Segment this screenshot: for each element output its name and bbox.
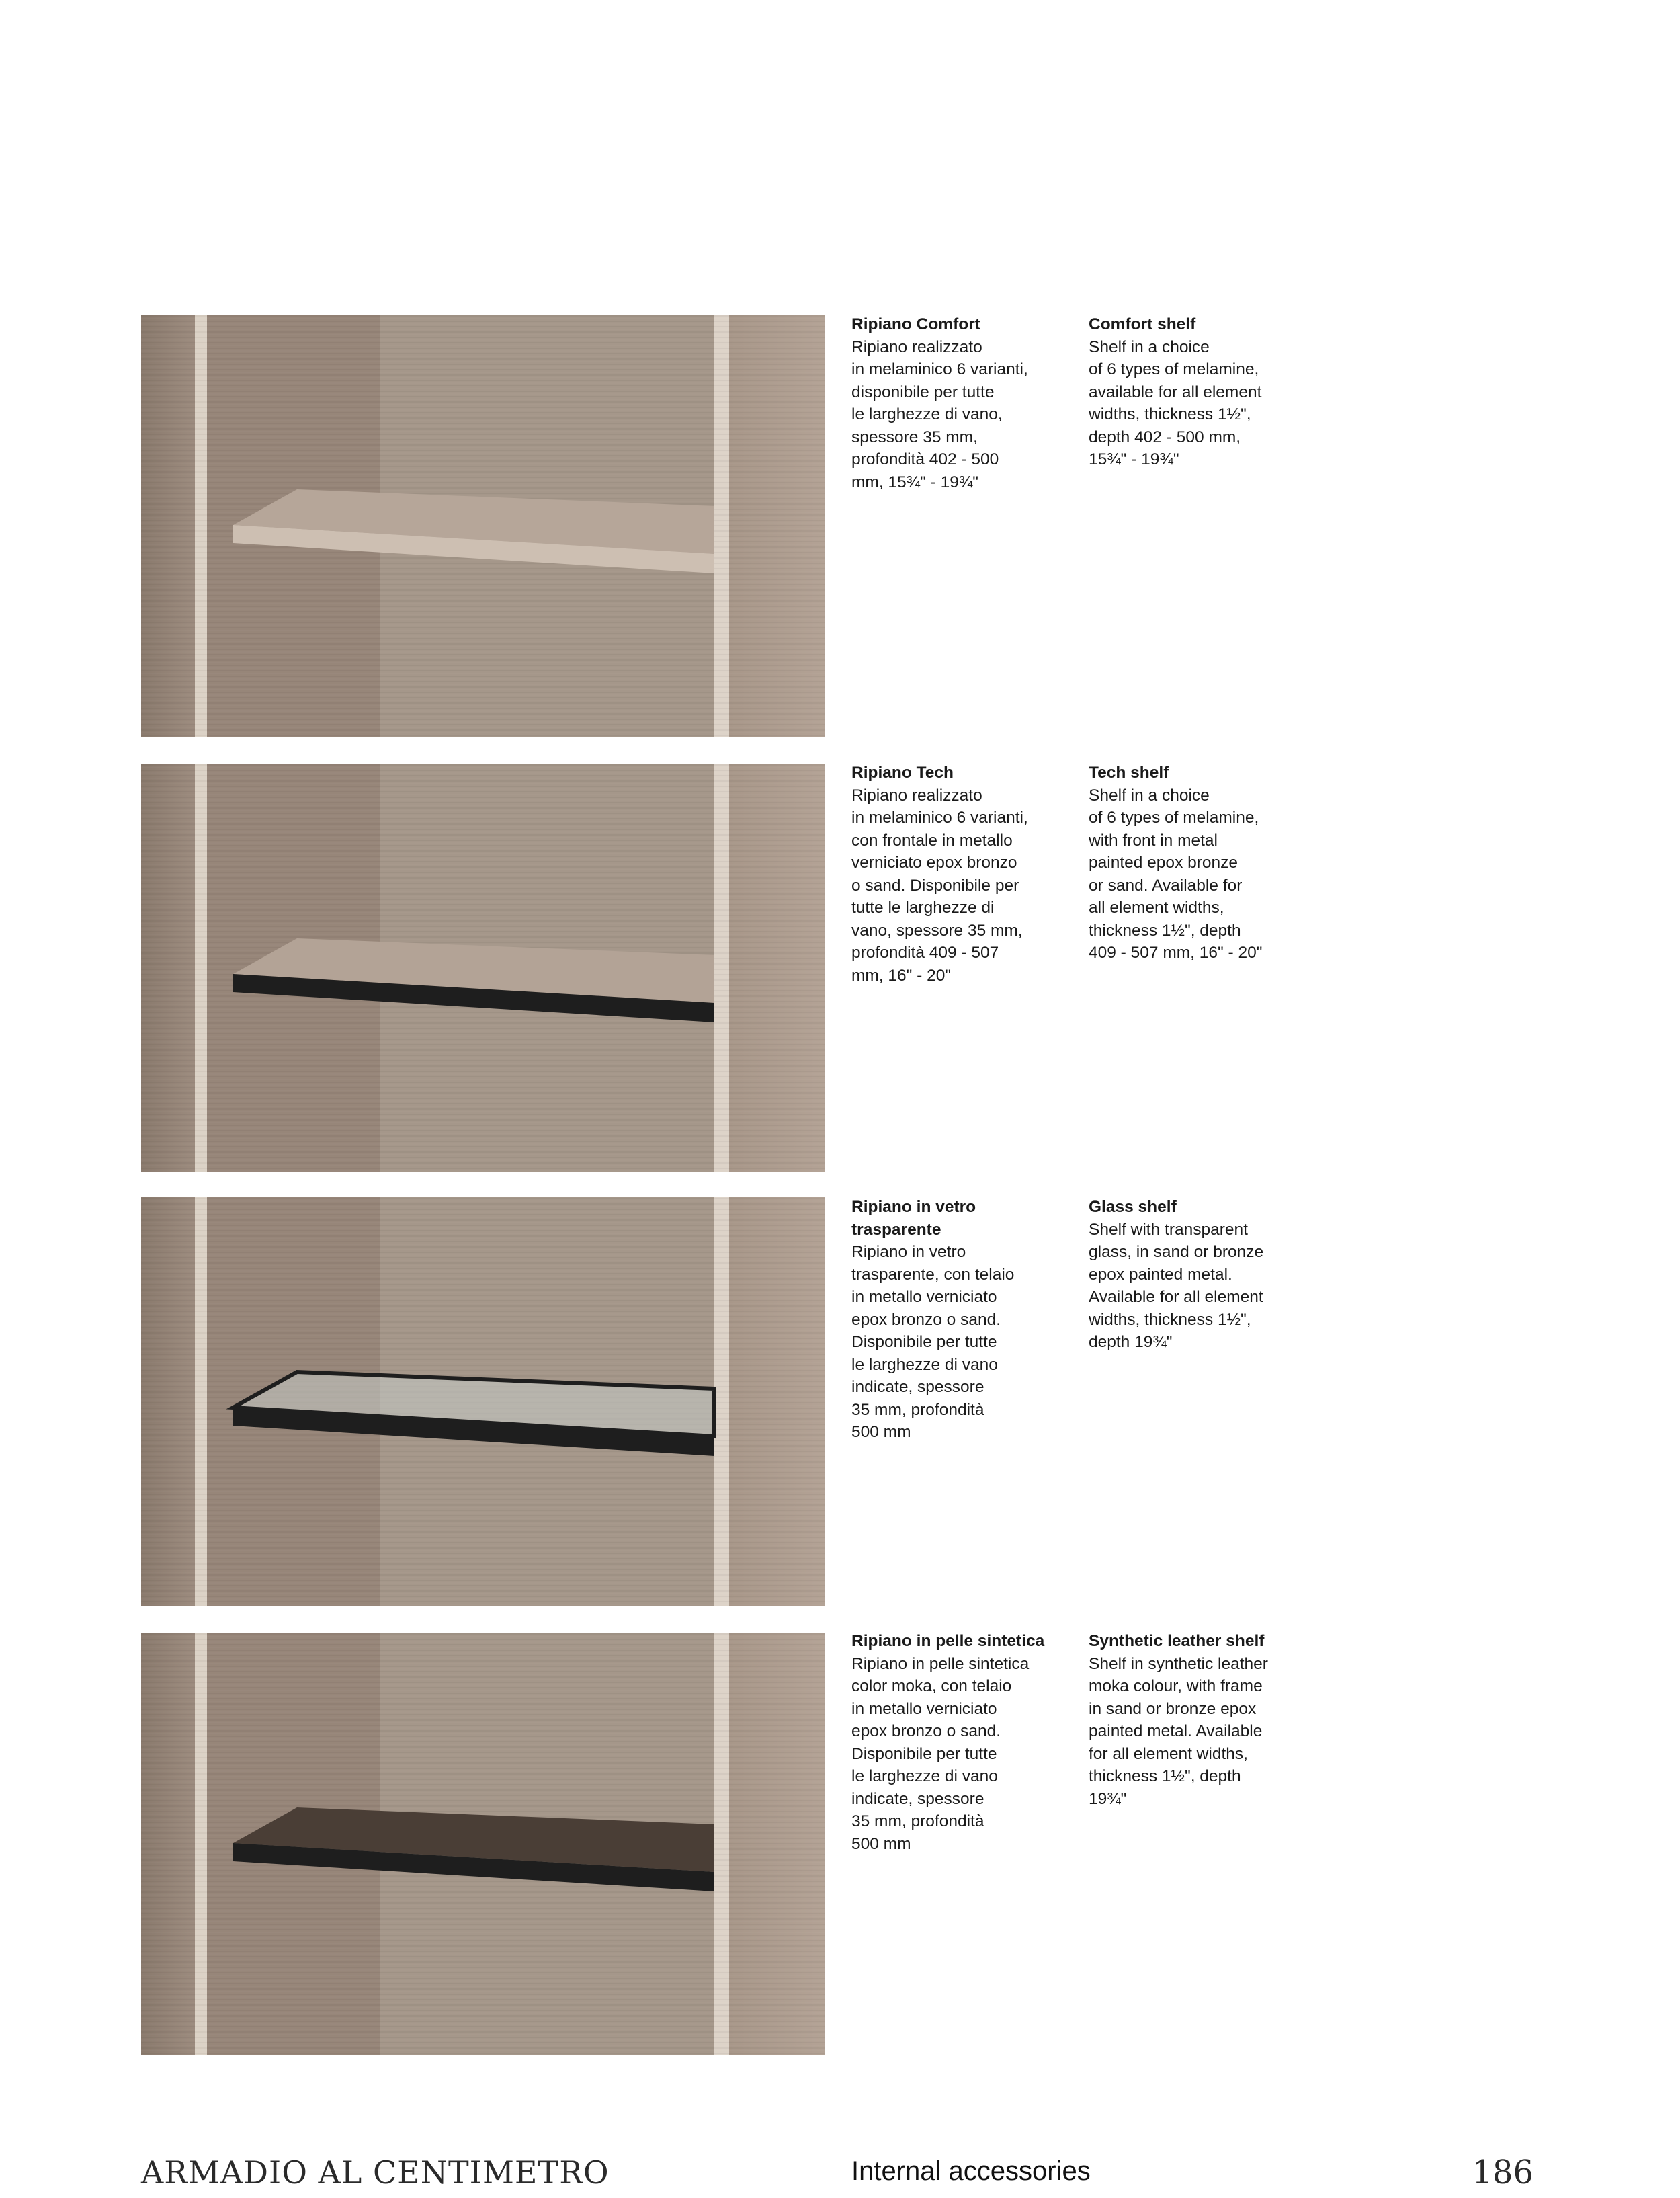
tech-en-text <box>1089 762 1310 965</box>
glass-en-text <box>1089 1196 1310 1354</box>
item-desc-en: Shelf with transparent glass, in sand or bronze epox painted metal. Available for all element widths, thickness 1½", depth 19¾" <box>1089 1220 1264 1351</box>
comfort-it-text <box>851 313 1073 493</box>
item-title-en: Glass shelf <box>1089 1198 1177 1216</box>
page-number: 186 <box>1472 2154 1534 2191</box>
item-title-it: Ripiano Tech <box>851 764 954 782</box>
comfort-en-text <box>1089 313 1310 471</box>
comfort-shelf-photo <box>141 315 825 737</box>
item-title-it: Ripiano in pelle sintetica <box>851 1632 1045 1650</box>
item-desc-it: Ripiano in vetro trasparente, con telaio in metallo verniciato epox bronzo o sand. Disponibile per tutte le larghezze di vano indicate, spessore 35 mm, profondità 500 mm <box>851 1243 1015 1441</box>
leather-en-text <box>1089 1630 1310 1810</box>
leather-shelf-photo <box>141 1633 825 2055</box>
leather-it-text <box>851 1630 1073 1855</box>
tech-shelf-photo <box>141 764 825 1172</box>
item-title-it: Ripiano in vetro trasparente <box>851 1198 976 1239</box>
item-title-en: Comfort shelf <box>1089 315 1196 333</box>
item-desc-it: Ripiano realizzato in melaminico 6 varianti, con frontale in metallo verniciato epox bronzo o sand. Disponibile per tutte le larghezze di vano, spessore 35 mm, profondità 409 - 507 mm, 16" - 20" <box>851 786 1028 985</box>
glass-it-text <box>851 1196 1073 1444</box>
item-desc-it: Ripiano in pelle sintetica color moka, con telaio in metallo verniciato epox bronzo o sand. Disponibile per tutte le larghezze di vano indicate, spessore 35 mm, profondità 500 mm <box>851 1654 1030 1853</box>
item-title-en: Tech shelf <box>1089 764 1169 782</box>
item-title-it: Ripiano Comfort <box>851 315 980 333</box>
footer-section-title: Internal accessories <box>851 2156 1091 2186</box>
item-desc-en: Shelf in synthetic leather moka colour, with frame in sand or bronze epox painted metal. Available for all element widths, thickness 1½", depth 19¾" <box>1089 1654 1268 1808</box>
item-desc-en: Shelf in a choice of 6 types of melamine, available for all element widths, thickness 1½", depth 402 - 500 mm, 15¾" - 19¾" <box>1089 337 1262 469</box>
item-desc-it: Ripiano realizzato in melaminico 6 varianti, disponibile per tutte le larghezze di vano, spessore 35 mm, profondità 402 - 500 mm, 15¾" - 19¾" <box>851 337 1028 491</box>
item-desc-en: Shelf in a choice of 6 types of melamine, with front in metal painted epox bronze or sand. Available for all element widths, thickness 1½", depth 409 - 507 mm, 16" - 20" <box>1089 786 1263 962</box>
item-title-en: Synthetic leather shelf <box>1089 1632 1265 1650</box>
footer-brand: ARMADIO AL CENTIMETRO <box>141 2154 610 2191</box>
tech-it-text <box>851 762 1073 987</box>
glass-shelf-photo <box>141 1197 825 1606</box>
